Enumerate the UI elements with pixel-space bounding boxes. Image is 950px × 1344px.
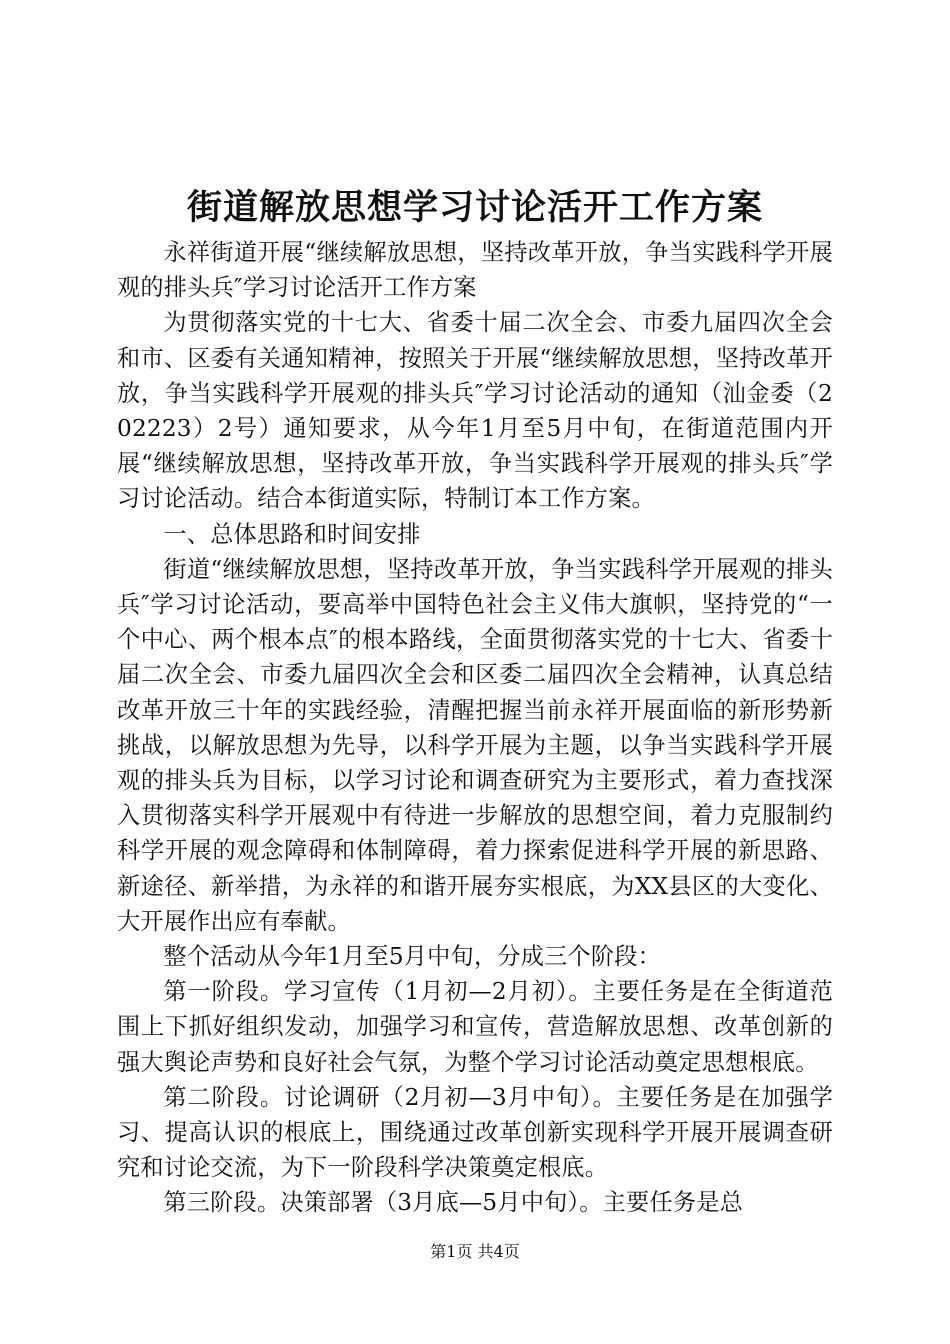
- paragraph-stages-intro: 整个活动从今年1月至5月中旬，分成三个阶段：: [163, 943, 662, 971]
- section-heading: 一、总体思路和时间安排: [163, 520, 421, 548]
- paragraph-overview: 街道“继续解放思想，坚持改革开放，争当实践科学开展观的排头兵″学习讨论活动，要高举中国特色社会主义伟大旗帜，坚持党的“一个中心、两个根本点″的根本路线，全面贯彻落实党的十七大、省委十届二次全会、市委九届四次全会和区委二届四次全会精神，认真总结改革开放三十年的实践经验，清醒把握当前永祥开展面临的新形势新挑战，以解放思想为先导，以科学开展为主题，以争当实践科学开展观的排头兵为目标，以学习讨论和调查研究为主要形式，着力查找深入贯彻落实科学开展观中有待进一步解放的思想空间，着力克服制约科学开展的观念障碍和体制障碍，着力探索促进科学开展的新思路、新途径、新举措，为永祥的和谐开展夯实根底，为XX县区的大变化、大开展作出应有奉献。: [117, 555, 833, 935]
- paragraph-stage-three: 第三阶段。决策部署（3月底—5月中旬）。主要任务是总: [163, 1189, 743, 1217]
- paragraph-stage-two: 第二阶段。讨论调研（2月初—3月中旬）。主要任务是在加强学习、提高认识的根底上，围绕通过改革创新实现科学开展开展调查研究和讨论交流，为下一阶段科学决策奠定根底。: [117, 1083, 833, 1182]
- document-title: 街道解放思想学习讨论活开工作方案: [186, 187, 763, 228]
- document-body: [117, 235, 833, 1221]
- paragraph-subtitle: 永祥街道开展“继续解放思想，坚持改革开放，争当实践科学开展观的排头兵″学习讨论活开工作方案: [117, 239, 833, 302]
- paragraph-intro: 为贯彻落实党的十七大、省委十届二次全会、市委九届四次全会和市、区委有关通知精神，按照关于开展“继续解放思想，坚持改革开放，争当实践科学开展观的排头兵″学习讨论活动的通知（汕金委（202223）2号）通知要求，从今年1月至5月中旬，在街道范围内开展“继续解放思想，坚持改革开放，争当实践科学开展观的排头兵″学习讨论活动。结合本街道实际，特制订本工作方案。: [117, 309, 833, 513]
- paragraph-stage-one: 第一阶段。学习宣传（1月初—2月初）。主要任务是在全街道范围上下抓好组织发动，加强学习和宣传，营造解放思想、改革创新的强大舆论声势和良好社会气氛，为整个学习讨论活动奠定思想根底。: [117, 978, 833, 1076]
- page-number: 第1页 共4页: [430, 1242, 520, 1261]
